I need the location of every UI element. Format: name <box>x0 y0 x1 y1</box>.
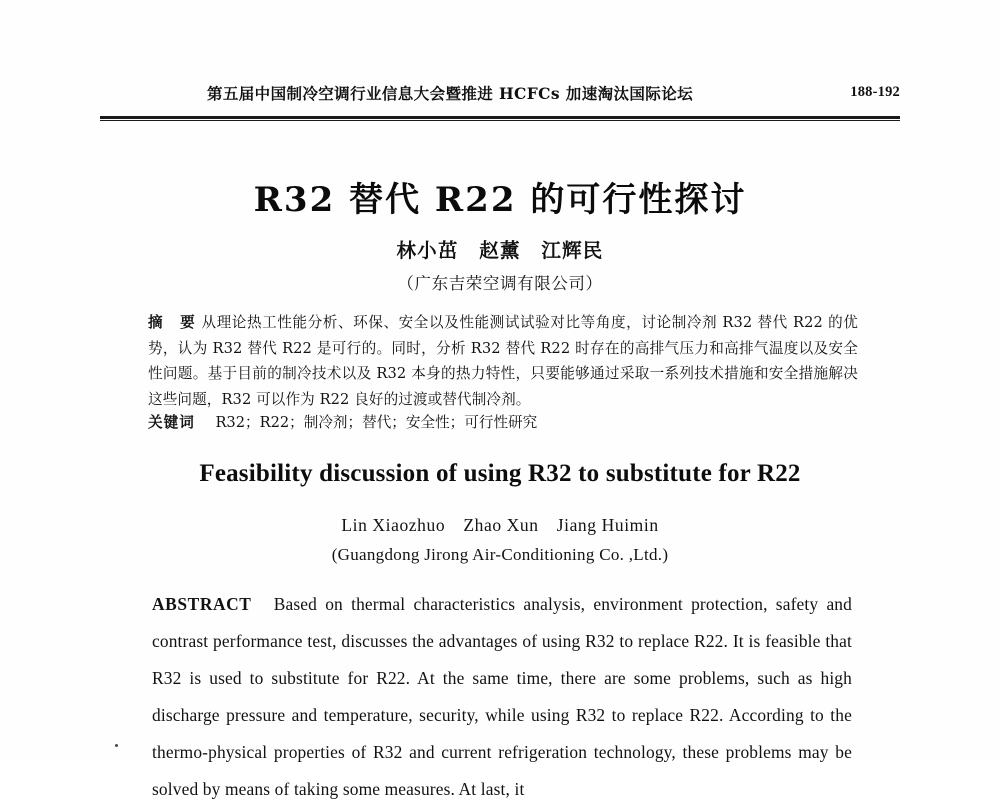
english-title: Feasibility discussion of using R32 to substitute for R22 <box>199 460 801 487</box>
header-divider <box>100 116 900 121</box>
chinese-keywords-text: R32；R22；制冷剂；替代；安全性；可行性研究 <box>215 414 538 431</box>
english-abstract <box>152 586 852 808</box>
chinese-abstract-text: 从理论热工性能分析、环保、安全以及性能测试试验对比等角度，讨论制冷剂 R32 替代 R22 的优势，认为 R32 替代 R22 是可行的。同时，分析 R32 替代 R22 时存在的高排气压力和高排气温度以及安全性问题。基于目前的制冷技术以及 R32 本身的热力特性，只要能够通过采取一系列技术措施和安全措施解决这些问题，R32 可以作为 R22 良好的过渡或替代制冷剂。 <box>148 314 858 408</box>
page-title: R32 替代 R22 的可行性探讨 <box>253 180 747 220</box>
english-abstract-text: Based on thermal characteristics analysis, environment protection, safety and contrast performance test, discusses the advantages of using R32 to replace R22. It is feasible that R32 is used to substitute for R22. At the same time, there are some problems, such as high discharge pressure and temperature, security, while using R32 to replace R22. According to the thermo-physical properties of R32 and current refrigeration technology, these problems may be solved by means of taking some measures. At last, it <box>152 594 853 799</box>
chinese-abstract-label: 摘 要 <box>148 314 197 331</box>
english-affiliation: (Guangdong Jirong Air-Conditioning Co. ,Ltd.) <box>331 545 669 564</box>
chinese-affiliation: （广东吉荣空调有限公司） <box>397 274 603 293</box>
chinese-keywords <box>148 411 858 435</box>
english-authors: Lin Xiaozhuo Zhao Xun Jiang Huimin <box>341 515 659 535</box>
running-header <box>100 82 900 116</box>
scan-artifact-speck <box>115 744 118 747</box>
conference-title: 第五届中国制冷空调行业信息大会暨推进 HCFCs 加速淘汰国际论坛 <box>206 84 694 103</box>
header-rule-thin <box>100 120 900 121</box>
chinese-abstract <box>148 310 858 412</box>
chinese-authors: 林小茁 赵薰 江辉民 <box>396 239 604 262</box>
english-abstract-label: ABSTRACT <box>152 594 252 614</box>
page-range: 188-192 <box>850 84 900 100</box>
chinese-keywords-label: 关键词 <box>148 414 195 431</box>
